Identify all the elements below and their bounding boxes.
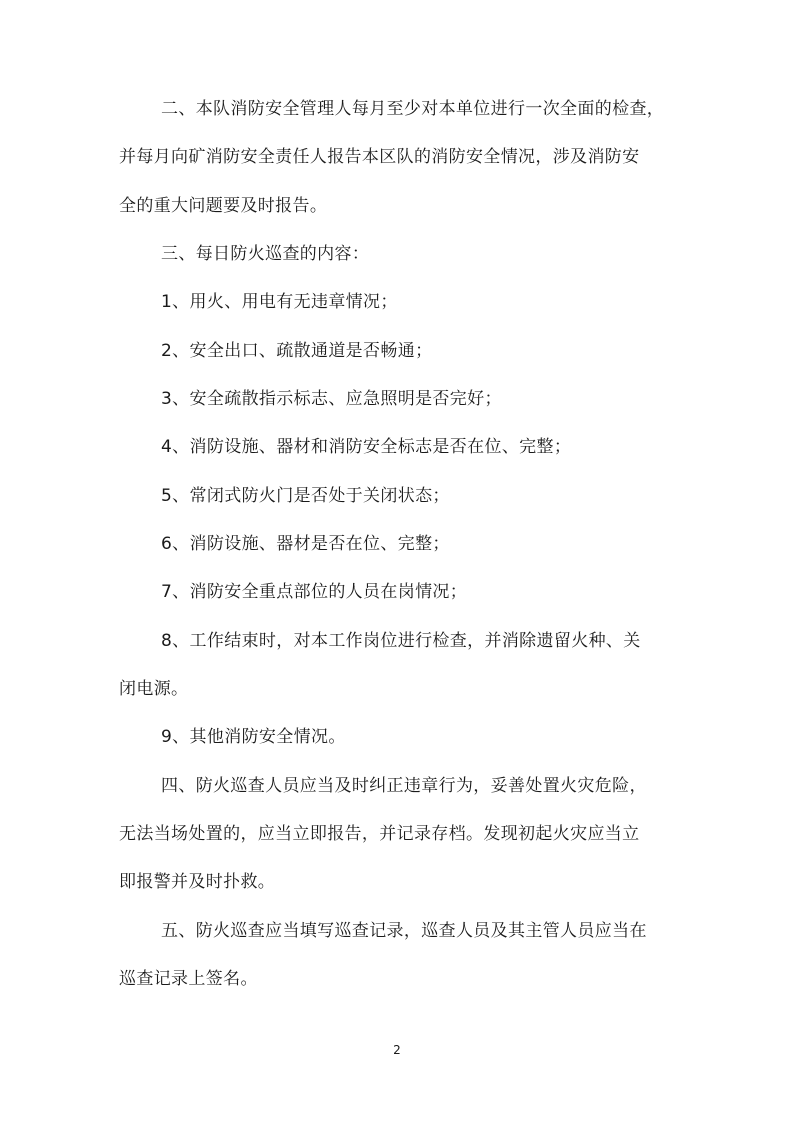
paragraph-4-line-1: 四、防火巡查人员应当及时纠正违章行为，妥善处置火灾危险， <box>161 776 647 796</box>
list-item-8-line-2: 闭电源。 <box>119 679 189 699</box>
page-number: 2 <box>393 1043 401 1057</box>
list-item-9: 9、其他消防安全情况。 <box>161 727 346 747</box>
paragraph-3-heading: 三、每日防火巡查的内容： <box>161 244 370 264</box>
list-item-1: 1、用火、用电有无违章情况； <box>161 292 398 312</box>
paragraph-2-line-2: 并每月向矿消防安全责任人报告本区队的消防安全情况，涉及消防安 <box>119 147 640 167</box>
list-item-8-line-1: 8、工作结束时，对本工作岗位进行检查，并消除遗留火种、关 <box>161 631 641 651</box>
list-item-3: 3、安全疏散指示标志、应急照明是否完好； <box>161 389 502 409</box>
list-item-7: 7、消防安全重点部位的人员在岗情况； <box>161 582 468 602</box>
paragraph-2-line-3: 全的重大问题要及时报告。 <box>119 196 328 216</box>
list-item-4: 4、消防设施、器材和消防安全标志是否在位、完整； <box>161 437 572 457</box>
list-item-5: 5、常闭式防火门是否处于关闭状态； <box>161 486 450 506</box>
paragraph-5-line-1: 五、防火巡查应当填写巡查记录，巡查人员及其主管人员应当在 <box>161 921 647 941</box>
paragraph-5-line-2: 巡查记录上签名。 <box>119 969 258 989</box>
paragraph-2-line-1: 二、本队消防安全管理人每月至少对本单位进行一次全面的检查， <box>161 99 665 119</box>
list-item-6: 6、消防设施、器材是否在位、完整； <box>161 534 450 554</box>
paragraph-4-line-2: 无法当场处置的，应当立即报告，并记录存档。发现初起火灾应当立 <box>119 824 640 844</box>
paragraph-4-line-3: 即报警并及时扑救。 <box>119 872 276 892</box>
list-item-2: 2、安全出口、疏散通道是否畅通； <box>161 341 433 361</box>
